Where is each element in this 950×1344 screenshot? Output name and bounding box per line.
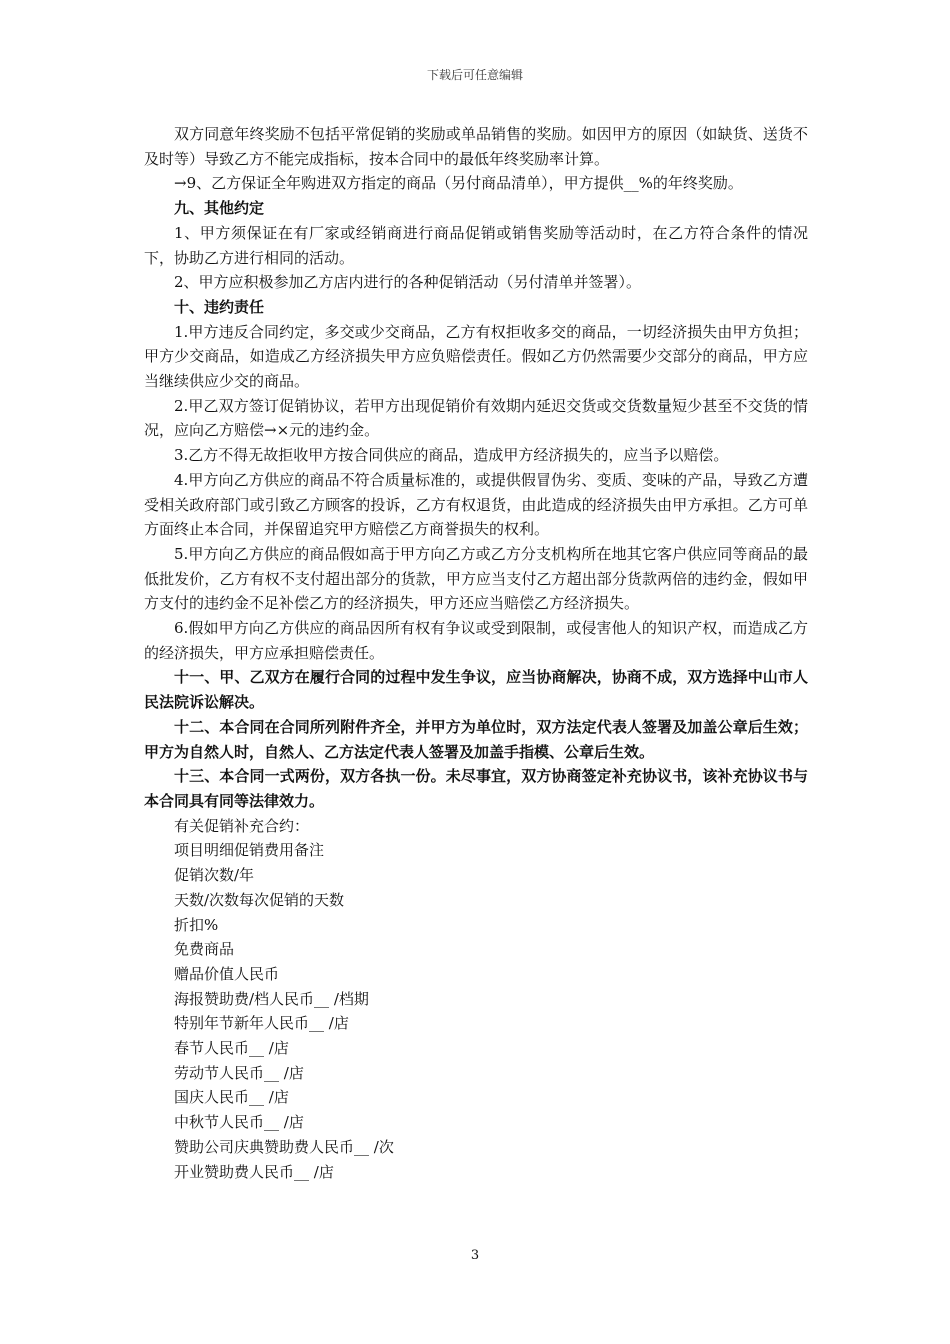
paragraph: 5.甲方向乙方供应的商品假如高于甲方向乙方或乙方分支机构所在地其它客户供应同等商品的最低批发价，乙方有权不支付超出部分的货款，甲方应当支付乙方超出部分货款两倍的违约金，假如甲方支付的违约金不足补偿乙方的经济损失，甲方还应当赔偿乙方经济损失。 [144,544,808,613]
paragraph: 海报赞助费/档人民币__ /档期 [174,989,369,1008]
paragraph: 国庆人民币__ /店 [174,1088,289,1107]
paragraph: 促销次数/年 [174,866,255,885]
section-heading: 九、其他约定 [174,199,265,218]
paragraph: 1、甲方须保证在有厂家或经销商进行商品促销或销售奖励等活动时，在乙方符合条件的情况下，协助乙方进行相同的活动。 [144,223,808,267]
paragraph: 免费商品 [174,940,235,959]
paragraph: 1.甲方违反合同约定，多交或少交商品，乙方有权拒收多交的商品，一切经济损失由甲方负担；甲方少交商品，如造成乙方经济损失甲方应负赔偿责任。假如乙方仍然需要少交部分的商品，甲方应当继续供应少交的商品。 [144,322,808,391]
paragraph: 项目明细促销费用备注 [174,841,325,860]
paragraph: 春节人民币__ /店 [174,1039,289,1058]
paragraph: 2.甲乙双方签订促销协议，若甲方出现促销价有效期内延迟交货或交货数量短少甚至不交货的情况，应向乙方赔偿→×元的违约金。 [144,396,808,440]
paragraph: 4.甲方向乙方供应的商品不符合质量标准的，或提供假冒伪劣、变质、变味的产品，导致乙方遭受相关政府部门或引致乙方顾客的投诉，乙方有权退货，由此造成的经济损失由甲方承担。乙方可单方面终止本合同，并保留追究甲方赔偿乙方商誉损失的权利。 [144,470,808,539]
paragraph: 3.乙方不得无故拒收甲方按合同供应的商品，造成甲方经济损失的，应当予以赔偿。 [174,446,729,465]
document-body [144,122,808,1184]
paragraph: 6.假如甲方向乙方供应的商品因所有权有争议或受到限制，或侵害他人的知识产权，而造成乙方的经济损失，甲方应承担赔偿责任。 [144,619,808,662]
paragraph: 双方同意年终奖励不包括平常促销的奖励或单品销售的奖励。如因甲方的原因（如缺货、送货不及时等）导致乙方不能完成指标，按本合同中的最低年终奖励率计算。 [144,125,808,168]
paragraph: 2、甲方应积极参加乙方店内进行的各种促销活动（另付清单并签署）。 [174,273,642,292]
section-heading: 十二、本合同在合同所列附件齐全，并甲方为单位时，双方法定代表人签署及加盖公章后生效；甲方为自然人时，自然人、乙方法定代表人签署及加盖手指模、公章后生效。 [144,717,808,761]
paragraph: 天数/次数每次促销的天数 [174,890,345,909]
paragraph: 开业赞助费人民币__ /店 [174,1162,334,1181]
paragraph: 劳动节人民币__ /店 [174,1063,304,1082]
section-heading: 十、违约责任 [174,297,265,316]
paragraph: 有关促销补充合约： [174,816,310,835]
paragraph: →9、乙方保证全年购进双方指定的商品（另付商品清单），甲方提供__%的年终奖励。 [174,174,743,193]
paragraph: 赠品价值人民币 [174,964,280,983]
page-header: 下载后可任意编辑 [426,68,523,82]
paragraph: 赞助公司庆典赞助费人民币__ /次 [174,1137,394,1156]
section-heading: 十一、甲、乙双方在履行合同的过程中发生争议，应当协商解决，协商不成，双方选择中山市人民法院诉讼解决。 [144,668,808,712]
page-number: 3 [470,1248,480,1263]
paragraph: 折扣% [174,915,219,934]
paragraph: 中秋节人民币__ /店 [174,1113,304,1132]
paragraph: 特别年节新年人民币__ /店 [174,1014,349,1033]
section-heading: 十三、本合同一式两份，双方各执一份。未尽事宜，双方协商签定补充协议书，该补充协议书与本合同具有同等法律效力。 [144,767,808,810]
